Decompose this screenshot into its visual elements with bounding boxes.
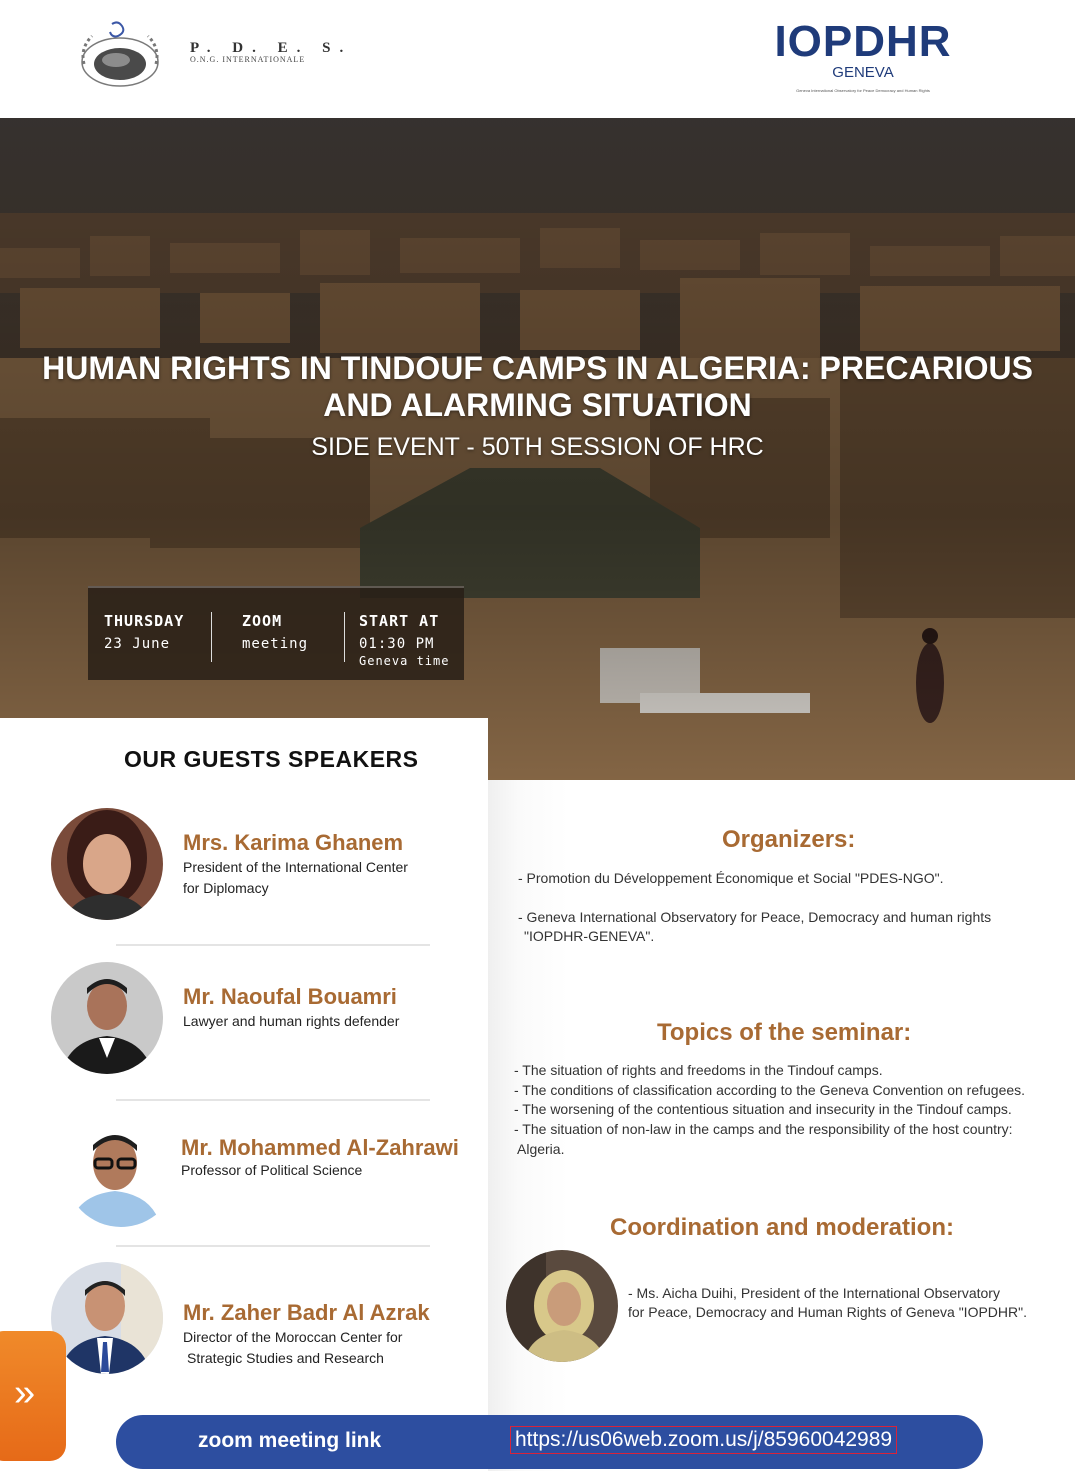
info-divider [211, 612, 212, 662]
speaker-avatar [51, 1262, 163, 1374]
topic-item: - The conditions of classification according to the Geneva Convention on refugees. [514, 1082, 1026, 1098]
moderation-title: Coordination and moderation: [610, 1214, 954, 1241]
speaker-role: President of the International Center [183, 859, 408, 875]
event-time-zone: Geneva time [359, 654, 450, 668]
event-time [359, 612, 449, 668]
pdes-logo-subtitle: O.N.G. INTERNATIONALE [190, 55, 306, 64]
event-time-label: START AT [359, 612, 440, 630]
event-day-value: 23 June [104, 636, 171, 652]
event-date [104, 612, 184, 652]
hero-banner [0, 118, 1075, 780]
speaker-role: Director of the Moroccan Center for [183, 1329, 403, 1345]
speaker-avatar [65, 1115, 177, 1227]
speaker-name: Mr. Naoufal Bouamri [183, 984, 397, 1009]
pdes-logo-text [190, 40, 352, 64]
topic-item: - The worsening of the contentious situation and insecurity in the Tindouf camps. [514, 1101, 1012, 1117]
speakers-panel [0, 718, 488, 1471]
side-expand-button[interactable] [0, 1331, 66, 1461]
zoom-link-bar [116, 1415, 983, 1469]
event-info-box [88, 586, 464, 680]
speaker-role: for Diplomacy [183, 880, 269, 896]
iopdhr-logo-city: GENEVA [832, 64, 894, 81]
header [0, 0, 1075, 118]
event-subtitle: SIDE EVENT - 50TH SESSION OF HRC [311, 433, 764, 461]
topic-item: - The situation of non-law in the camps and the responsibility of the host country: [514, 1121, 1013, 1137]
details-panel [488, 780, 1075, 1471]
topic-item: - The situation of rights and freedoms in the Tindouf camps. [514, 1062, 883, 1078]
speaker-role: Strategic Studies and Research [187, 1350, 384, 1366]
pdes-emblem-icon [72, 18, 168, 90]
speaker-role: Professor of Political Science [181, 1162, 363, 1178]
speaker-name: Mr. Mohammed Al-Zahrawi [181, 1135, 459, 1160]
organizers-title: Organizers: [722, 826, 856, 853]
double-chevron-right-icon: » [14, 1372, 36, 1414]
speaker-name: Mr. Zaher Badr Al Azrak [183, 1300, 430, 1325]
moderator-avatar [506, 1250, 618, 1362]
speaker-divider [116, 1099, 430, 1101]
organizer-item: - Promotion du Développement Économique et Social "PDES-NGO". [518, 870, 944, 886]
moderator-line: - Ms. Aicha Duihi, President of the International Observatory [628, 1285, 1000, 1301]
iopdhr-logo-name: IOPDHR [774, 17, 952, 66]
zoom-link-label: zoom meeting link [198, 1429, 382, 1452]
zoom-meeting-link[interactable]: https://us06web.zoom.us/j/85960042989 [510, 1426, 897, 1454]
event-platform [242, 612, 308, 652]
organizer-item: - Geneva International Observatory for Peace, Democracy and human rights [518, 909, 992, 925]
event-title-line2: AND ALARMING SITUATION [323, 387, 752, 423]
moderator-line: for Peace, Democracy and Human Rights of Geneva "IOPDHR". [628, 1304, 1027, 1320]
event-title-line1: HUMAN RIGHTS IN TINDOUF CAMPS IN ALGERIA: PRECARIOUS [42, 350, 1033, 386]
iopdhr-logo [752, 17, 974, 93]
speaker-divider [116, 944, 430, 946]
info-divider [344, 612, 345, 662]
speaker-name: Mrs. Karima Ghanem [183, 830, 404, 855]
event-title [0, 350, 1075, 424]
event-platform-value: meeting [242, 636, 309, 652]
guests-title: OUR GUESTS SPEAKERS [124, 746, 419, 772]
iopdhr-logo-tagline: Geneva International Observatory for Peace Democracy and Human Rights [796, 88, 930, 93]
speaker-divider [116, 1245, 430, 1247]
speaker-avatar [51, 962, 163, 1074]
speaker-avatar [51, 808, 163, 920]
topics-title: Topics of the seminar: [657, 1019, 912, 1046]
event-platform-label: ZOOM [242, 612, 283, 630]
organizer-item-cont: "IOPDHR-GENEVA". [524, 928, 655, 944]
event-time-value: 01:30 PM [359, 636, 435, 652]
pdes-logo-title: P. D. E. S. [190, 40, 353, 56]
topic-item: Algeria. [517, 1141, 565, 1157]
event-day-label: THURSDAY [104, 612, 185, 630]
speaker-role: Lawyer and human rights defender [183, 1013, 400, 1029]
